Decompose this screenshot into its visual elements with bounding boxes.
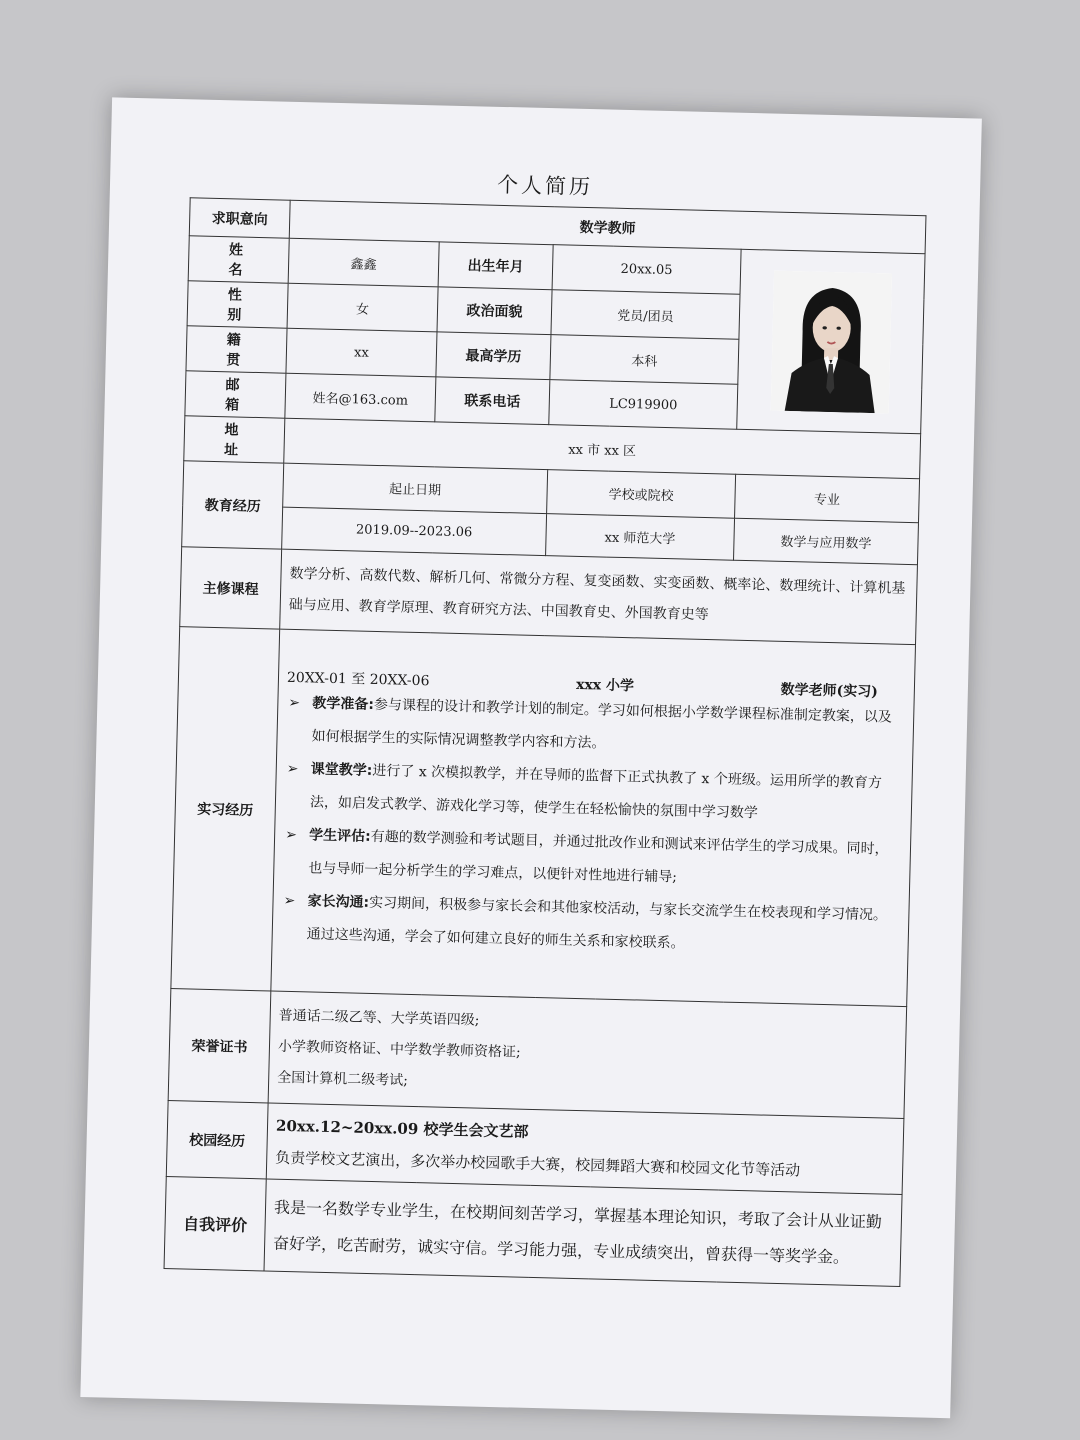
job-intent-label: 求职意向 — [189, 198, 290, 238]
email-value: 姓名@163.com — [285, 373, 436, 422]
courses-label: 主修课程 — [180, 547, 282, 629]
name-value: 鑫鑫 — [288, 238, 439, 287]
internship-content — [271, 629, 916, 1006]
internship-role: 数学老师(实习) — [780, 681, 879, 700]
campus-label: 校园经历 — [166, 1101, 268, 1179]
arrow-bullet-icon: ➢ — [288, 694, 301, 711]
name-label: 姓 名 — [188, 236, 289, 283]
birth-value: 20xx.05 — [552, 245, 741, 295]
education-header-major: 专业 — [735, 474, 920, 522]
education-label: 教育经历 — [182, 461, 284, 549]
internship-item — [280, 884, 900, 965]
internship-item-title: 教学准备: — [312, 694, 375, 713]
internship-item-title: 学生评估: — [308, 826, 371, 845]
honors-content — [268, 991, 907, 1119]
page-title: 个人简历 — [496, 172, 594, 200]
internship-item-text: 有趣的数学测验和考试题目，并通过批改作业和测试来评估学生的学习成果。同时，也与导师一起分析学生的学习难点，以便针对性地进行辅导; — [308, 828, 889, 885]
address-value: xx 市 xx 区 — [284, 418, 921, 479]
address-label: 地 址 — [184, 416, 285, 463]
portrait-photo — [770, 270, 891, 413]
job-intent-value: 数学教师 — [289, 200, 926, 254]
education-header-dates: 起止日期 — [283, 463, 548, 513]
internship-period: 20XX-01 至 20XX-06 — [286, 669, 430, 689]
honors-line: 普通话二级乙等、大学英语四级; — [278, 1007, 480, 1029]
degree-label: 最高学历 — [436, 332, 551, 380]
origin-value: xx — [286, 328, 437, 377]
arrow-bullet-icon: ➢ — [284, 826, 298, 843]
gender-label: 性 别 — [187, 281, 288, 328]
politics-value: 党员/团员 — [551, 290, 740, 340]
phone-label: 联系电话 — [435, 377, 550, 425]
origin-label: 籍 贯 — [186, 326, 287, 373]
internship-item-text: 实习期间，积极参与家长会和其他家校活动，与家长交流学生在校表现和学习情况。通过这些沟通，学会了如何建立良好的师生关系和家校联系。 — [306, 894, 888, 952]
courses-text: 数学分析、高数代数、解析几何、常微分方程、复变函数、实变函数、概率论、数理统计、计算机基础与应用、教育学原理、教育研究方法、中国教育史、外国教育史等 — [280, 549, 918, 645]
self-eval-text: 我是一名数学专业学生，在校期间刻苦学习，掌握基本理论知识，考取了会计从业证勤奋好学，吃苦耐劳，诚实守信。学习能力强，专业成绩突出，曾获得一等奖学金。 — [264, 1179, 902, 1287]
self-eval-row — [164, 1177, 902, 1287]
education-header-school: 学校或院校 — [547, 470, 736, 519]
birth-label: 出生年月 — [438, 242, 553, 290]
phone-value: LC919900 — [549, 380, 738, 430]
gender-value: 女 — [287, 283, 438, 332]
self-eval-label: 自我评价 — [164, 1177, 266, 1271]
internship-item-text: 参与课程的设计和教学计划的制定。学习如何根据小学数学课程标准制定教案，以及如何根据学生的实际情况调整教学内容和方法。 — [311, 696, 893, 752]
campus-title: 20xx.12~20xx.09 校学生会文艺部 — [275, 1116, 529, 1141]
resume-table — [164, 197, 927, 1287]
education-school: xx 师范大学 — [546, 514, 735, 561]
honors-line: 小学教师资格证、中学数学教师资格证; — [277, 1038, 521, 1061]
education-dates: 2019.09--2023.06 — [282, 507, 547, 555]
honors-line: 全国计算机二级考试; — [277, 1069, 409, 1089]
education-major: 数学与应用数学 — [734, 518, 919, 564]
degree-value: 本科 — [550, 335, 739, 385]
photo-cell — [737, 249, 925, 433]
arrow-bullet-icon: ➢ — [283, 892, 296, 909]
internship-label: 实习经历 — [171, 627, 280, 991]
resume-paper — [80, 97, 982, 1418]
honors-row — [168, 989, 907, 1119]
internship-school: xxx 小学 — [575, 676, 635, 694]
email-label: 邮 箱 — [185, 371, 286, 418]
arrow-bullet-icon: ➢ — [286, 760, 299, 777]
honors-label: 荣誉证书 — [168, 989, 271, 1103]
internship-row — [171, 627, 916, 1007]
internship-item-text: 进行了 x 次模拟教学，并在导师的监督下正式执教了 x 个班级。运用所学的教育方法，如启发式教学、游戏化学习等，使学生在轻松愉快的氛围中学习数学 — [309, 762, 883, 821]
internship-item-title: 课堂教学: — [310, 760, 373, 779]
politics-label: 政治面貌 — [437, 287, 552, 335]
campus-desc: 负责学校文艺演出，多次举办校园歌手大赛，校园舞蹈大赛和校园文化节等活动 — [275, 1148, 801, 1179]
internship-item-title: 家长沟通: — [307, 892, 370, 911]
